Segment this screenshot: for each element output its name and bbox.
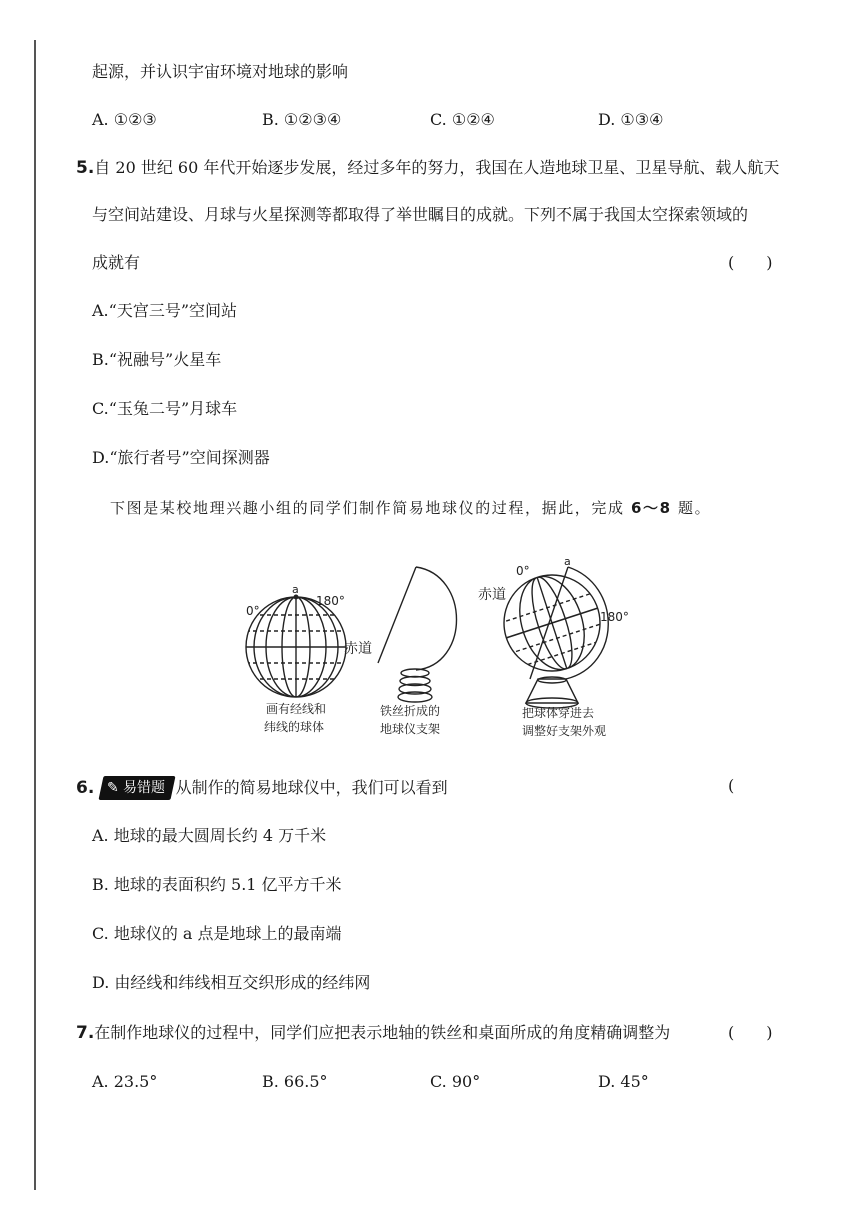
globe2-caption-line2: 调整好支架外观 <box>522 724 607 738</box>
q4-option-b[interactable]: B. ①②③④ <box>262 110 342 129</box>
q5-text-line1: 自 20 世纪 60 年代开始逐步发展，经过多年的努力，我国在人造地球卫星、卫星导航、载人航天 <box>94 158 780 177</box>
badge-label: 易错题 <box>123 780 166 796</box>
stand-caption-line2: 地球仪支架 <box>380 722 441 736</box>
q4-option-d[interactable]: D. ①③④ <box>598 110 664 129</box>
globe1-label-a: a <box>292 583 299 596</box>
figure-intro-text: 下图是某校地理兴趣小组的同学们制作简易地球仪的过程，据此，完成 <box>110 499 631 517</box>
globe1-label-0: 0° <box>246 604 260 618</box>
globe2-label-180: 180° <box>600 610 629 624</box>
q7-option-c[interactable]: C. 90° <box>430 1072 481 1091</box>
q7-option-a[interactable]: A. 23.5° <box>92 1072 158 1091</box>
q5-stem-line2: 与空间站建设、月球与火星探测等都取得了举世瞩目的成就。下列不属于我国太空探索领域的 <box>92 205 749 224</box>
figure-intro-suffix: 题。 <box>671 499 712 517</box>
q5-answer-paren[interactable]: ( ) <box>728 253 773 272</box>
q6-stem <box>76 776 448 800</box>
q5-stem-line3: 成就有 <box>92 253 141 272</box>
figure-intro <box>110 498 711 518</box>
figure-intro-range: 6～8 <box>630 499 672 517</box>
globe1-label-equator: 赤道 <box>344 641 372 657</box>
q5-number: 5. <box>76 158 95 178</box>
wire-stand <box>378 567 457 702</box>
globe1-caption-line2: 纬线的球体 <box>264 720 325 734</box>
assembled-globe <box>489 560 615 708</box>
q6-option-d[interactable]: D. 由经线和纬线相互交织形成的经纬网 <box>92 973 371 992</box>
globe-with-grid <box>246 595 346 697</box>
q4-stem-continuation: 起源，并认识宇宙环境对地球的影响 <box>92 62 349 81</box>
stand-caption-line1: 铁丝折成的 <box>380 704 441 718</box>
globe2-caption-line1: 把球体穿进去 <box>522 706 595 720</box>
q5-stem-line1 <box>76 158 779 178</box>
q5-option-d[interactable]: D.“旅行者号”空间探测器 <box>92 448 270 467</box>
binding-line <box>34 40 36 1190</box>
q4-option-c[interactable]: C. ①②④ <box>430 110 495 129</box>
globe2-label-a: a <box>564 555 571 568</box>
q6-option-c[interactable]: C. 地球仪的 a 点是地球上的最南端 <box>92 924 342 943</box>
q5-option-b[interactable]: B.“祝融号”火星车 <box>92 350 222 369</box>
badge-pen-icon: ✎ <box>107 780 120 796</box>
q7-answer-paren[interactable]: ( ) <box>728 1023 773 1042</box>
globe1-label-180: 180° <box>316 594 345 608</box>
q5-option-c[interactable]: C.“玉兔二号”月球车 <box>92 399 238 418</box>
q4-option-a[interactable]: A. ①②③ <box>92 110 157 129</box>
globe2-label-equator: 赤道 <box>478 587 506 603</box>
q6-option-a[interactable]: A. 地球的最大圆周长约 4 万千米 <box>92 826 327 845</box>
q6-option-b[interactable]: B. 地球的表面积约 5.1 亿平方千米 <box>92 875 342 894</box>
globe-making-figure <box>230 555 650 745</box>
q7-number: 7. <box>76 1023 95 1043</box>
error-prone-badge <box>99 776 176 800</box>
q7-option-d[interactable]: D. 45° <box>598 1072 649 1091</box>
q5-option-a[interactable]: A.“天宫三号”空间站 <box>92 301 238 320</box>
q7-option-b[interactable]: B. 66.5° <box>262 1072 328 1091</box>
q6-text: 从制作的简易地球仪中，我们可以看到 <box>175 778 448 797</box>
globe2-label-0: 0° <box>516 564 530 578</box>
q6-number: 6. <box>76 778 95 798</box>
q7-text: 在制作地球仪的过程中，同学们应把表示地轴的铁丝和桌面所成的角度精确调整为 <box>94 1023 671 1042</box>
q6-answer-paren[interactable]: ( <box>728 776 735 795</box>
globe1-caption-line1: 画有经线和 <box>266 702 327 716</box>
q7-stem <box>76 1023 670 1043</box>
